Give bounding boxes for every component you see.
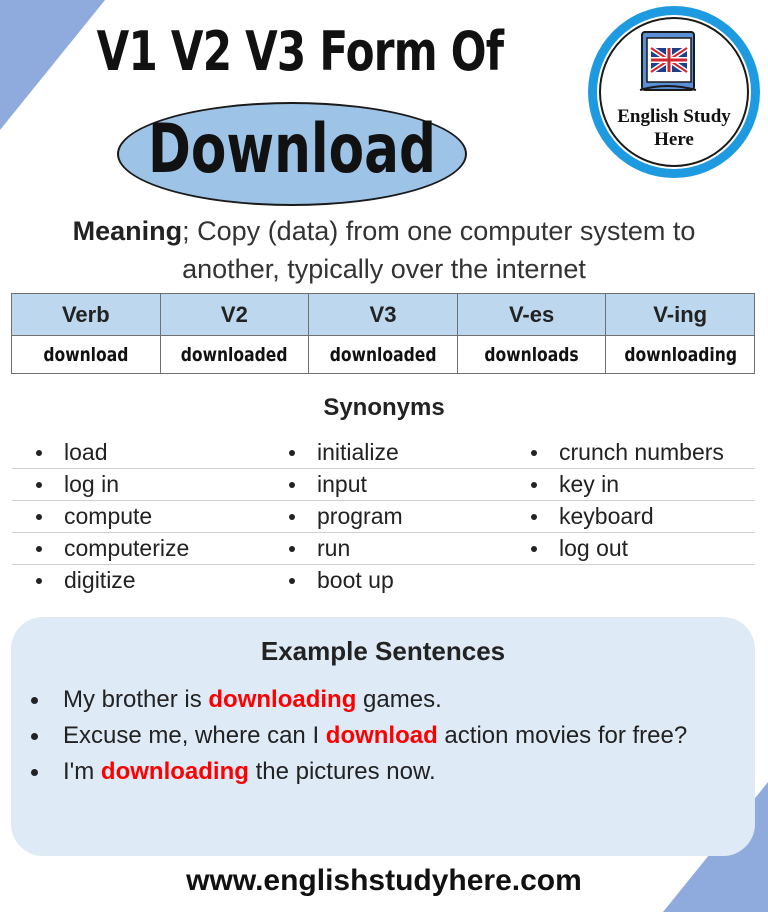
book-flag-icon [640,32,696,90]
title-word: Download [147,110,437,189]
table-cell [160,336,309,374]
website-url: www.englishstudyhere.com [186,864,582,897]
verb-form-value: downloading [623,343,737,366]
verb-form-value: downloaded [181,343,288,366]
table-cell [606,336,755,374]
sentence-text: the pictures now. [248,758,436,785]
page-title: V1 V2 V3 Form Of [96,20,504,83]
logo-line2: Here [654,129,694,150]
table-header-cell: V3 [309,294,458,336]
table-header-cell: V2 [160,294,309,336]
list-item: crunch numbers [529,436,724,468]
example-sentences-title: Example Sentences [260,636,506,666]
list-item: compute [34,500,189,532]
verb-form-value: download [43,343,129,366]
list-item: run [287,532,403,564]
verb-forms-table [11,293,755,374]
synonyms-column-3 [529,436,724,564]
list-item: key in [529,468,724,500]
list-item: load [34,436,189,468]
table-header-cell: V-ing [606,294,755,336]
list-item: initialize [287,436,403,468]
table-cell [457,336,606,374]
sentence-highlight: download [325,722,438,749]
verb-form-value: downloads [484,343,579,366]
sentence-text: games. [356,686,442,713]
synonyms-column-1 [34,436,189,596]
sentence-highlight: downloading [208,686,357,713]
table-cell [309,336,458,374]
example-sentences-box [11,617,755,856]
meaning-label: Meaning [72,216,183,246]
logo-line1: English Study [617,106,731,127]
example-sentences-list [26,683,726,791]
list-item: keyboard [529,500,724,532]
list-item [26,719,726,753]
meaning-section [20,212,748,288]
list-item: digitize [34,564,189,596]
meaning-text-line2: another, typically over the internet [182,254,586,284]
list-item: input [287,468,403,500]
list-item: computerize [34,532,189,564]
sentence-highlight: downloading [100,758,249,785]
table-header-cell: Verb [12,294,161,336]
list-item: program [287,500,403,532]
table-header-cell: V-es [457,294,606,336]
list-item: boot up [287,564,403,596]
table-header-row [12,294,755,336]
table-cell [12,336,161,374]
sentence-text: I'm [63,758,101,785]
sentence-text: Excuse me, where can I [63,722,326,749]
list-item [26,755,726,789]
sentence-text: action movies for free? [437,722,688,749]
list-item: log in [34,468,189,500]
list-item: log out [529,532,724,564]
meaning-text-line1: Copy (data) from one computer system to [197,216,696,246]
table-row [12,336,755,374]
verb-form-value: downloaded [329,343,437,366]
sentence-text: My brother is [63,686,209,713]
english-study-here-logo [584,2,764,182]
meaning-line-1 [20,212,748,250]
list-item [26,683,726,717]
synonyms-column-2 [287,436,403,596]
synonyms-title: Synonyms [323,394,445,421]
meaning-separator: ; [182,216,198,246]
